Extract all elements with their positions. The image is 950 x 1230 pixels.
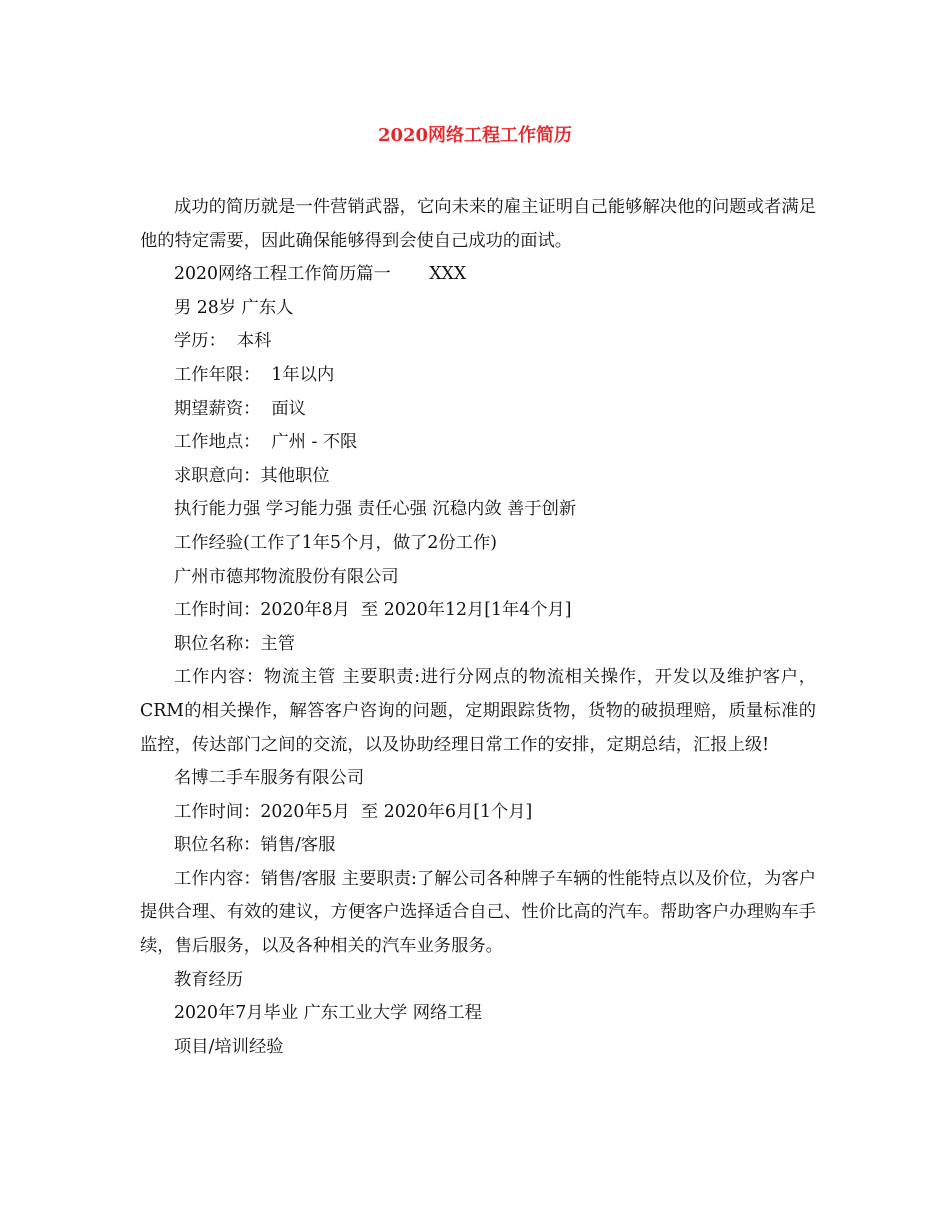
company-name: 广州市德邦物流股份有限公司 (174, 566, 399, 587)
work-period: 工作时间：2020年5月 至 2020年6月[1个月] (174, 801, 533, 822)
job-description: 工作内容：物流主管 主要职责:进行分网点的物流相关操作，开发以及维护客户，CRM的相关操作，解答客户咨询的问题，定期跟踪货物，货物的破损理赔，质量标准的监控，传达部门之间的交流，以及协助经理日常工作的安排，定期总结，汇报上级! (140, 667, 816, 755)
intro-paragraph: 成功的简历就是一件营销武器，它向未来的雇主证明自己能够解决他的问题或者满足他的特定需要，因此确保能够得到会使自己成功的面试。 (140, 197, 816, 251)
job-title: 职位名称：主管 (174, 633, 295, 654)
job-description: 工作内容：销售/客服 主要职责:了解公司各种牌子车辆的性能特点以及价位，为客户提供合理、有效的建议，方便客户选择适合自己、性价比高的汽车。帮助客户办理购车手续，售后服务，以及各种相关的汽车业务服务。 (140, 868, 816, 957)
document-title: 2020网络工程工作简历 (377, 125, 573, 146)
document-body (140, 191, 816, 1064)
company-name: 名博二手车服务有限公司 (174, 768, 365, 789)
work-location: 工作地点： 广州 - 不限 (174, 432, 358, 453)
strengths: 执行能力强 学习能力强 责任心强 沉稳内敛 善于创新 (174, 499, 577, 520)
education-entry: 2020年7月毕业 广东工业大学 网络工程 (174, 1003, 482, 1024)
expected-salary: 期望薪资： 面议 (174, 398, 306, 419)
personal-info: 男 28岁 广东人 (174, 297, 294, 318)
resume-heading: 2020网络工程工作简历篇一 XXX (174, 264, 467, 285)
work-period: 工作时间：2020年8月 至 2020年12月[1年4个月] (174, 600, 572, 621)
work-years: 工作年限： 1年以内 (174, 364, 335, 385)
education-level: 学历： 本科 (174, 331, 272, 352)
job-intention: 求职意向：其他职位 (174, 465, 330, 486)
job-title: 职位名称：销售/客服 (174, 835, 336, 856)
work-experience-heading: 工作经验(工作了1年5个月，做了2份工作) (174, 532, 497, 553)
project-training-heading: 项目/培训经验 (174, 1036, 284, 1057)
education-heading: 教育经历 (174, 969, 244, 990)
